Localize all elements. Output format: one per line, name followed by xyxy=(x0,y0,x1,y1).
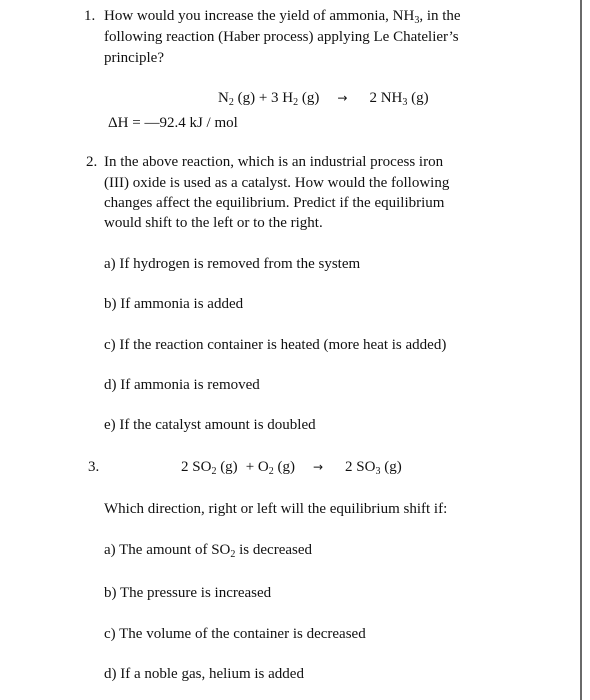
sulfur-trioxide-equation: 2 $SO_2$ $(g) + O_2$ (g) → 2 $SO_3$ (g) xyxy=(181,459,402,477)
reaction-arrow: → xyxy=(337,91,348,105)
question-1-line-3: principle? xyxy=(104,50,164,66)
question-2-part-d: d) If ammonia is removed xyxy=(104,377,260,393)
question-2-line-4: would shift to the left or to the right. xyxy=(104,215,323,231)
enthalpy-change: ΔH = —92.4 kJ / mol xyxy=(108,115,238,131)
question-2-part-a: a) If hydrogen is removed from the system xyxy=(104,256,361,272)
question-2-part-b: b) If ammonia is added xyxy=(104,296,244,312)
question-3-part-d: d) If a noble gas, helium is added xyxy=(104,666,304,682)
question-2-line-2: (III) oxide is used as a catalyst. How would the following xyxy=(104,175,450,191)
question-2-number: 2. xyxy=(86,154,98,170)
question-3-part-a: a) The amount of $SO_2$ is decreased xyxy=(104,542,313,560)
question-2-part-c: c) If the reaction container is heated (more heat is added) xyxy=(104,337,447,353)
question-3-part-c: c) The volume of the container is decreased xyxy=(104,626,366,642)
reaction-arrow: → xyxy=(312,460,324,474)
question-3-number: 3. xyxy=(88,459,100,475)
haber-equation: $N_2$ (g) + 3 $H_2$ (g) → 2 $NH_3$ (g) xyxy=(218,90,429,108)
page-edge-rule xyxy=(580,0,582,700)
question-2-line-3: changes affect the equilibrium. Predict if the equilibrium xyxy=(104,195,445,211)
question-1-line-1: How would you increase the yield of ammonia, $NH_3$, in the xyxy=(104,8,461,26)
question-1-line-2: following reaction (Haber process) applying Le Chatelier’s xyxy=(104,29,459,45)
question-2-line-1: In the above reaction, which is an industrial process iron xyxy=(104,154,444,170)
question-2-part-e: e) If the catalyst amount is doubled xyxy=(104,417,316,433)
question-3-part-b: b) The pressure is increased xyxy=(104,585,272,601)
question-1-number: 1. xyxy=(84,8,96,24)
question-3-prompt: Which direction, right or left will the equilibrium shift if: xyxy=(104,501,448,517)
